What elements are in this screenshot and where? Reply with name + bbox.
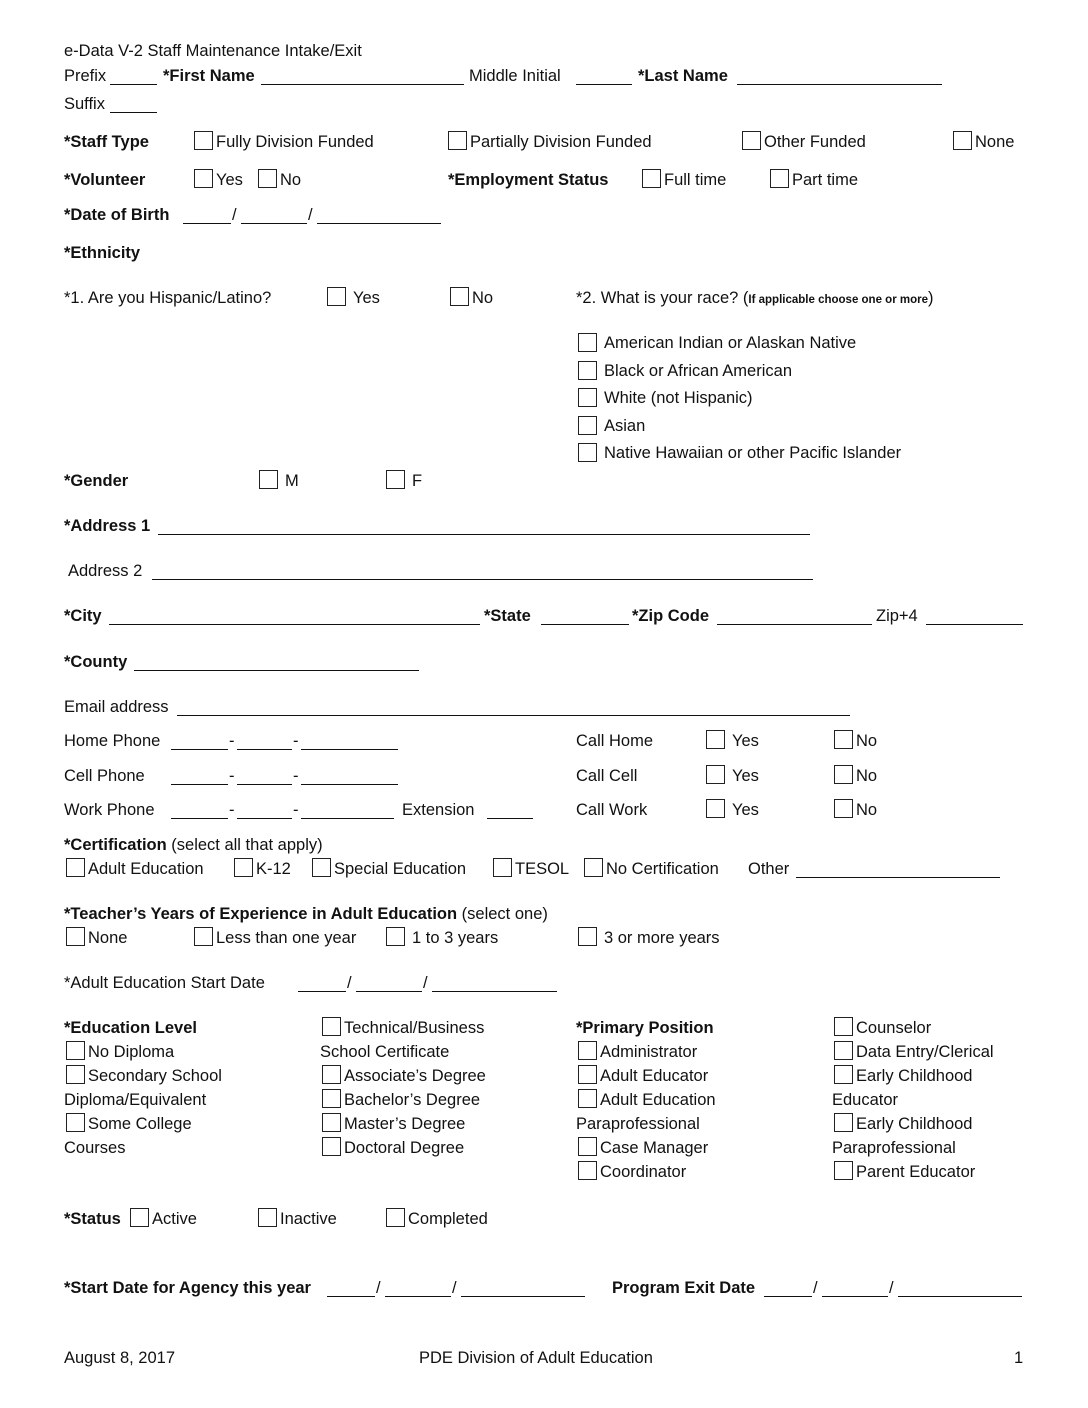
yes-label: Yes bbox=[732, 732, 759, 750]
education-checkbox[interactable] bbox=[322, 1065, 341, 1084]
call-cell-yes-checkbox[interactable] bbox=[706, 765, 725, 784]
position-option: Paraprofessional bbox=[832, 1139, 956, 1157]
experience-checkbox[interactable] bbox=[578, 927, 597, 946]
education-option: Secondary School bbox=[88, 1067, 222, 1085]
zip4-field[interactable] bbox=[926, 624, 1023, 625]
status-option: Completed bbox=[408, 1210, 488, 1228]
dob-month-field[interactable] bbox=[183, 223, 231, 224]
date-sep: / bbox=[813, 1279, 818, 1297]
education-checkbox[interactable] bbox=[322, 1113, 341, 1132]
suffix-label: Suffix bbox=[64, 95, 105, 113]
middle-initial-label: Middle Initial bbox=[469, 67, 561, 85]
ethnicity-heading: *Ethnicity bbox=[64, 244, 141, 262]
education-option: Diploma/Equivalent bbox=[64, 1091, 207, 1109]
position-option: Counselor bbox=[856, 1019, 932, 1037]
education-checkbox[interactable] bbox=[66, 1041, 85, 1060]
prefix-label: Prefix bbox=[64, 67, 107, 85]
race-option: American Indian or Alaskan Native bbox=[604, 334, 857, 352]
call-cell-no-checkbox[interactable] bbox=[834, 765, 853, 784]
education-option: Master’s Degree bbox=[344, 1115, 466, 1133]
home-phone-line[interactable] bbox=[301, 749, 398, 750]
call-home-label: Call Home bbox=[576, 732, 654, 750]
work-phone-area[interactable] bbox=[171, 818, 228, 819]
gender-label: *Gender bbox=[64, 472, 129, 490]
form-title: e-Data V-2 Staff Maintenance Intake/Exit bbox=[64, 42, 362, 60]
prefix-field[interactable] bbox=[110, 84, 157, 85]
agency-start-label: *Start Date for Agency this year bbox=[64, 1279, 311, 1297]
position-option: Parent Educator bbox=[856, 1163, 976, 1181]
staff-type-checkbox[interactable] bbox=[953, 131, 972, 150]
dob-sep: / bbox=[308, 206, 313, 224]
education-level-label: *Education Level bbox=[64, 1019, 197, 1037]
ae-start-label: *Adult Education Start Date bbox=[64, 974, 265, 992]
address2-label: Address 2 bbox=[68, 562, 143, 580]
email-field[interactable] bbox=[177, 715, 850, 716]
education-checkbox[interactable] bbox=[66, 1065, 85, 1084]
position-option: Data Entry/Clerical bbox=[856, 1043, 994, 1061]
position-checkbox[interactable] bbox=[834, 1041, 853, 1060]
education-option: Technical/Business bbox=[344, 1019, 485, 1037]
education-checkbox[interactable] bbox=[322, 1089, 341, 1108]
date-sep: / bbox=[889, 1279, 894, 1297]
dob-year-field[interactable] bbox=[317, 223, 441, 224]
date-sep: / bbox=[452, 1279, 457, 1297]
status-active-checkbox[interactable] bbox=[130, 1208, 149, 1227]
status-completed-checkbox[interactable] bbox=[386, 1208, 405, 1227]
hispanic-question: *1. Are you Hispanic/Latino? bbox=[64, 289, 272, 307]
staff-type-checkbox[interactable] bbox=[194, 131, 213, 150]
call-work-yes-checkbox[interactable] bbox=[706, 799, 725, 818]
cell-phone-area[interactable] bbox=[171, 784, 228, 785]
state-field[interactable] bbox=[541, 624, 629, 625]
race-option: Black or African American bbox=[604, 362, 792, 380]
experience-option: None bbox=[88, 929, 128, 947]
position-option: Educator bbox=[832, 1091, 899, 1109]
dash: - bbox=[293, 732, 299, 750]
volunteer-yes-label: Yes bbox=[216, 171, 243, 189]
certification-option: K-12 bbox=[256, 860, 291, 878]
work-phone-label: Work Phone bbox=[64, 801, 155, 819]
work-phone-prefix[interactable] bbox=[237, 818, 292, 819]
race-checkbox[interactable] bbox=[578, 443, 597, 462]
gender-m-checkbox[interactable] bbox=[259, 470, 278, 489]
race-checkbox[interactable] bbox=[578, 333, 597, 352]
county-label: *County bbox=[64, 653, 128, 671]
staff-type-option: Partially Division Funded bbox=[470, 133, 652, 151]
race-checkbox[interactable] bbox=[578, 416, 597, 435]
education-option: Associate’s Degree bbox=[344, 1067, 486, 1085]
home-phone-prefix[interactable] bbox=[237, 749, 292, 750]
position-checkbox[interactable] bbox=[578, 1041, 597, 1060]
suffix-field[interactable] bbox=[110, 112, 157, 113]
position-checkbox[interactable] bbox=[834, 1161, 853, 1180]
email-label: Email address bbox=[64, 698, 169, 716]
position-option: Adult Educator bbox=[600, 1067, 709, 1085]
experience-option: 3 or more years bbox=[604, 929, 720, 947]
agency-start-day[interactable] bbox=[385, 1296, 451, 1297]
zip-label: *Zip Code bbox=[632, 607, 709, 625]
zip-field[interactable] bbox=[717, 624, 872, 625]
work-phone-line[interactable] bbox=[301, 818, 394, 819]
education-option: Doctoral Degree bbox=[344, 1139, 465, 1157]
gender-m-label: M bbox=[285, 472, 299, 490]
state-label: *State bbox=[484, 607, 531, 625]
dob-label: *Date of Birth bbox=[64, 206, 170, 224]
gender-f-checkbox[interactable] bbox=[386, 470, 405, 489]
staff-type-option: Fully Division Funded bbox=[216, 133, 374, 151]
experience-checkbox[interactable] bbox=[66, 927, 85, 946]
hispanic-no-checkbox[interactable] bbox=[450, 287, 469, 306]
date-sep: / bbox=[347, 974, 352, 992]
page-number: 1 bbox=[1014, 1349, 1024, 1367]
hispanic-yes-checkbox[interactable] bbox=[327, 287, 346, 306]
staff-type-option: Other Funded bbox=[764, 133, 866, 151]
position-option: Early Childhood bbox=[856, 1115, 973, 1133]
cell-phone-label: Cell Phone bbox=[64, 767, 145, 785]
address1-label: *Address 1 bbox=[64, 517, 151, 535]
certification-option: TESOL bbox=[515, 860, 570, 878]
first-name-label: *First Name bbox=[163, 67, 255, 85]
certification-checkbox[interactable] bbox=[493, 858, 512, 877]
call-home-no-checkbox[interactable] bbox=[834, 730, 853, 749]
certification-option: No Certification bbox=[606, 860, 719, 878]
home-phone-area[interactable] bbox=[171, 749, 228, 750]
city-field[interactable] bbox=[109, 624, 480, 625]
address1-field[interactable] bbox=[158, 534, 810, 535]
footer-org: PDE Division of Adult Education bbox=[419, 1349, 653, 1367]
status-label: *Status bbox=[64, 1210, 121, 1228]
volunteer-no-label: No bbox=[280, 171, 302, 189]
position-option: Early Childhood bbox=[856, 1067, 973, 1085]
county-field[interactable] bbox=[134, 670, 419, 671]
position-checkbox[interactable] bbox=[578, 1137, 597, 1156]
status-option: Inactive bbox=[280, 1210, 337, 1228]
hispanic-yes-label: Yes bbox=[353, 289, 380, 307]
education-option: Courses bbox=[64, 1139, 126, 1157]
dob-day-field[interactable] bbox=[241, 223, 307, 224]
certification-option: Adult Education bbox=[88, 860, 204, 878]
full-time-label: Full time bbox=[664, 171, 727, 189]
dash: - bbox=[293, 767, 299, 785]
position-checkbox[interactable] bbox=[834, 1113, 853, 1132]
city-label: *City bbox=[64, 607, 102, 625]
call-work-no-checkbox[interactable] bbox=[834, 799, 853, 818]
cell-phone-prefix[interactable] bbox=[237, 784, 292, 785]
footer-date: August 8, 2017 bbox=[64, 1349, 176, 1367]
volunteer-yes-checkbox[interactable] bbox=[194, 169, 213, 188]
no-label: No bbox=[856, 801, 878, 819]
race-option: Asian bbox=[604, 417, 646, 435]
dash: - bbox=[229, 801, 235, 819]
extension-field[interactable] bbox=[487, 818, 533, 819]
certification-checkbox[interactable] bbox=[584, 858, 603, 877]
race-option: White (not Hispanic) bbox=[604, 389, 753, 407]
position-option: Administrator bbox=[600, 1043, 698, 1061]
position-option: Case Manager bbox=[600, 1139, 709, 1157]
dash: - bbox=[229, 767, 235, 785]
education-checkbox[interactable] bbox=[322, 1137, 341, 1156]
position-checkbox[interactable] bbox=[578, 1161, 597, 1180]
part-time-checkbox[interactable] bbox=[770, 169, 789, 188]
position-option: Coordinator bbox=[600, 1163, 687, 1181]
volunteer-label: *Volunteer bbox=[64, 171, 146, 189]
staff-type-checkbox[interactable] bbox=[448, 131, 467, 150]
exit-month[interactable] bbox=[764, 1296, 812, 1297]
call-cell-label: Call Cell bbox=[576, 767, 638, 785]
experience-checkbox[interactable] bbox=[194, 927, 213, 946]
yes-label: Yes bbox=[732, 767, 759, 785]
primary-position-label: *Primary Position bbox=[576, 1019, 714, 1037]
middle-initial-field[interactable] bbox=[576, 84, 632, 85]
education-option: Bachelor’s Degree bbox=[344, 1091, 481, 1109]
no-label: No bbox=[856, 767, 878, 785]
call-home-yes-checkbox[interactable] bbox=[706, 730, 725, 749]
status-inactive-checkbox[interactable] bbox=[258, 1208, 277, 1227]
education-option: Some College bbox=[88, 1115, 192, 1133]
last-name-label: *Last Name bbox=[638, 67, 728, 85]
race-question-note: If applicable choose one or more bbox=[748, 294, 928, 306]
full-time-checkbox[interactable] bbox=[642, 169, 661, 188]
ae-start-day[interactable] bbox=[356, 991, 422, 992]
volunteer-no-checkbox[interactable] bbox=[258, 169, 277, 188]
position-checkbox[interactable] bbox=[834, 1017, 853, 1036]
part-time-label: Part time bbox=[792, 171, 859, 189]
certification-other-label: Other bbox=[748, 860, 790, 878]
ae-start-year[interactable] bbox=[432, 991, 557, 992]
dob-sep: / bbox=[232, 206, 237, 224]
exit-date-label: Program Exit Date bbox=[612, 1279, 756, 1297]
date-sep: / bbox=[376, 1279, 381, 1297]
certification-checkbox[interactable] bbox=[234, 858, 253, 877]
experience-option: Less than one year bbox=[216, 929, 357, 947]
status-option: Active bbox=[152, 1210, 197, 1228]
gender-f-label: F bbox=[412, 472, 423, 490]
agency-start-month[interactable] bbox=[327, 1296, 375, 1297]
race-question: *2. What is your race? (If applicable choose one or more) bbox=[576, 289, 934, 307]
position-checkbox[interactable] bbox=[578, 1065, 597, 1084]
education-option: School Certificate bbox=[320, 1043, 450, 1061]
first-name-field[interactable] bbox=[261, 84, 464, 85]
home-phone-label: Home Phone bbox=[64, 732, 161, 750]
dash: - bbox=[229, 732, 235, 750]
yes-label: Yes bbox=[732, 801, 759, 819]
education-option: No Diploma bbox=[88, 1043, 175, 1061]
zip4-label: Zip+4 bbox=[876, 607, 918, 625]
position-option: Paraprofessional bbox=[576, 1115, 700, 1133]
experience-heading: *Teacher’s Years of Experience in Adult Education (select one) bbox=[64, 905, 548, 923]
ae-start-month[interactable] bbox=[298, 991, 346, 992]
certification-checkbox[interactable] bbox=[312, 858, 331, 877]
certification-other-field[interactable] bbox=[796, 877, 1000, 878]
exit-year[interactable] bbox=[898, 1296, 1022, 1297]
address2-field[interactable] bbox=[152, 579, 813, 580]
position-checkbox[interactable] bbox=[578, 1089, 597, 1108]
employment-status-label: *Employment Status bbox=[448, 171, 609, 189]
certification-heading: *Certification (select all that apply) bbox=[64, 836, 323, 854]
date-sep: / bbox=[423, 974, 428, 992]
position-option: Adult Education bbox=[600, 1091, 716, 1109]
experience-checkbox[interactable] bbox=[386, 927, 405, 946]
extension-label: Extension bbox=[402, 801, 475, 819]
cell-phone-line[interactable] bbox=[301, 784, 398, 785]
agency-start-year[interactable] bbox=[461, 1296, 585, 1297]
hispanic-no-label: No bbox=[472, 289, 494, 307]
position-checkbox[interactable] bbox=[834, 1065, 853, 1084]
staff-type-option: None bbox=[975, 133, 1015, 151]
certification-checkbox[interactable] bbox=[66, 858, 85, 877]
last-name-field[interactable] bbox=[737, 84, 942, 85]
no-label: No bbox=[856, 732, 878, 750]
staff-type-checkbox[interactable] bbox=[742, 131, 761, 150]
dash: - bbox=[293, 801, 299, 819]
education-checkbox[interactable] bbox=[66, 1113, 85, 1132]
race-checkbox[interactable] bbox=[578, 361, 597, 380]
staff-type-label: *Staff Type bbox=[64, 133, 149, 151]
certification-option: Special Education bbox=[334, 860, 467, 878]
exit-day[interactable] bbox=[822, 1296, 888, 1297]
call-work-label: Call Work bbox=[576, 801, 648, 819]
experience-option: 1 to 3 years bbox=[412, 929, 499, 947]
race-checkbox[interactable] bbox=[578, 388, 597, 407]
race-option: Native Hawaiian or other Pacific Islander bbox=[604, 444, 902, 462]
education-checkbox[interactable] bbox=[322, 1017, 341, 1036]
